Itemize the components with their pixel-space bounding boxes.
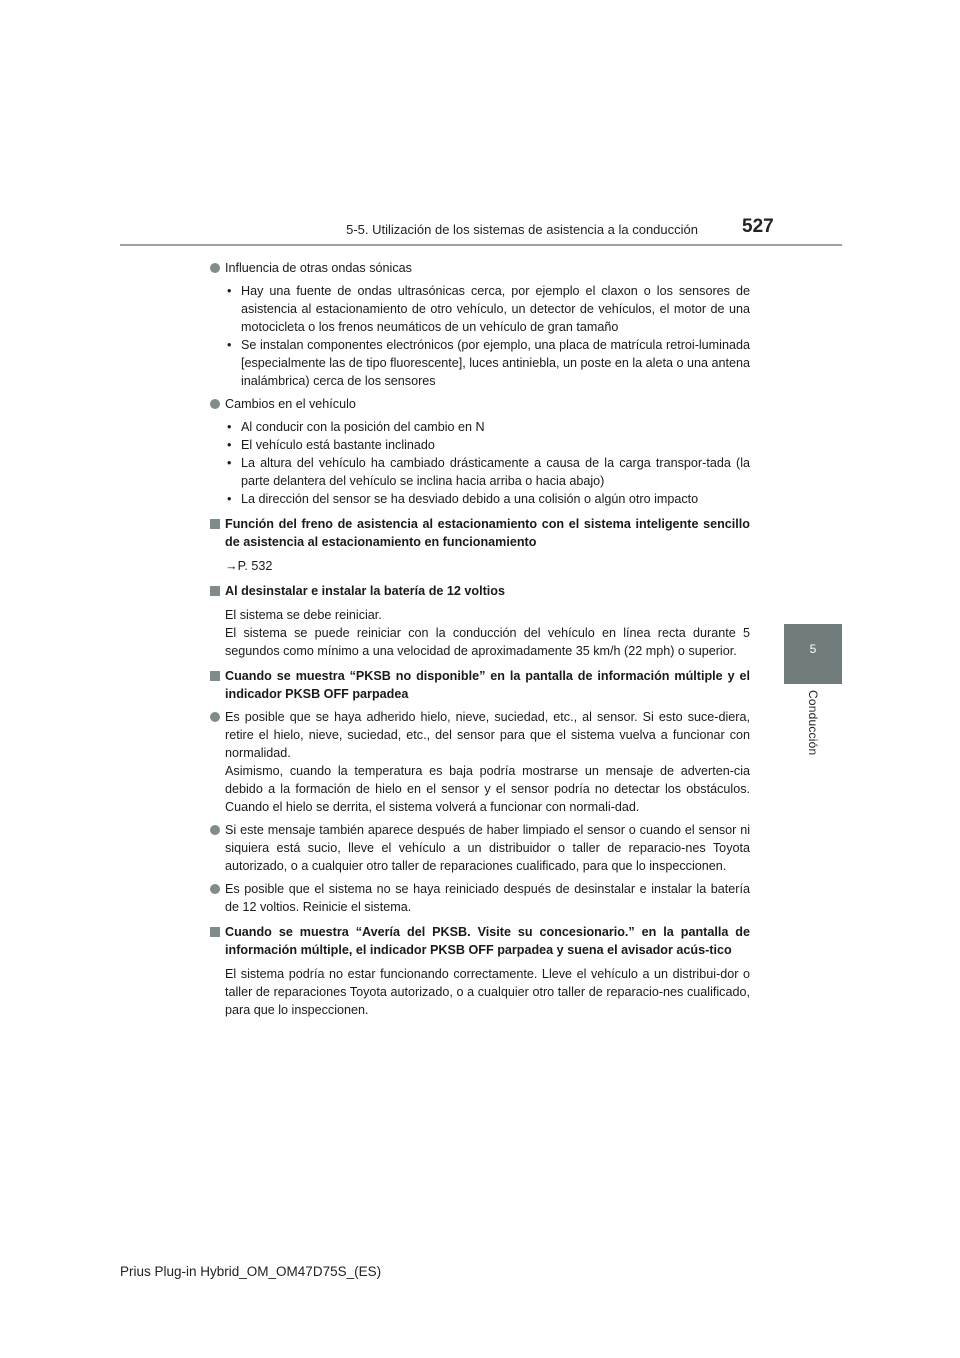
chapter-tab (784, 624, 842, 684)
heading-text: Cuando se muestra “Avería del PKSB. Visite su concesionario.” en la pantalla de información múltiple, el indicador PKSB OFF parpadea y suena el avisador acús-tico (225, 925, 750, 957)
item-text: Influencia de otras ondas sónicas (225, 261, 412, 275)
circle-item (210, 821, 750, 875)
chapter-label: Conducción (806, 690, 820, 756)
bullet-item: • Hay una fuente de ondas ultrasónicas cerca, por ejemplo el claxon o los sensores de asistencia al estacionamiento de otro vehículo, un detector de vehículos, el motor de una motocicleta o los frenos neumáticos de un vehículo de gran tamaño (226, 282, 750, 336)
section-heading (210, 515, 750, 551)
content-block (210, 395, 750, 508)
page-reference: →P. 532 (225, 559, 273, 573)
content-block (210, 880, 750, 916)
bullet-item: • La altura del vehículo ha cambiado drásticamente a causa de la carga transpor-tada (la parte delantera del vehículo se inclina hacia arriba o hacia abajo) (226, 454, 750, 490)
circle-item (210, 395, 750, 413)
page-body (210, 254, 750, 1019)
bullet-list (210, 282, 750, 390)
bullet-item: • El vehículo está bastante inclinado (226, 436, 750, 454)
section-heading (210, 582, 750, 600)
item-text: Es posible que se haya adherido hielo, nieve, suciedad, etc., al sensor. Si esto suce-diera, retire el hielo, nieve, suciedad, etc., del sensor para que el sistema vuelva a funcionar con normalidad. Asimismo, cuando la temperatura es baja podría mostrarse un mensaje de adverten-cia debido a la formación de hielo en el sensor y el sensor podría no detectar los obstáculos. Cuando el hielo se derrita, el sistema volverá a funcionar con normali-dad. (225, 710, 750, 814)
chapter-number: 5 (809, 642, 817, 656)
content-block (210, 515, 750, 575)
content-block (210, 708, 750, 816)
item-text: Si este mensaje también aparece después de haber limpiado el sensor o cuando el sensor ni siquiera está sucio, lleve el vehículo a un distribuidor o taller de reparacio-nes Toyota autorizado, o a cualquier otro taller de reparaciones cualificado, para que lo inspeccionen. (225, 823, 750, 873)
header-divider (120, 244, 842, 246)
heading-text: Cuando se muestra “PKSB no disponible” en la pantalla de información múltiple y el indicador PKSB OFF parpadea (225, 669, 750, 701)
document-footer: Prius Plug-in Hybrid_OM_OM47D75S_(ES) (120, 1264, 382, 1279)
paragraph: El sistema se debe reiniciar. El sistema se puede reiniciar con la conducción del vehículo en línea recta durante 5 segundos como mínimo a una velocidad de aproximadamente 35 km/h (22 mph) o superior. (225, 608, 750, 658)
bullet-item: • Al conducir con la posición del cambio en N (226, 418, 750, 436)
circle-item (210, 880, 750, 916)
heading-text: Al desinstalar e instalar la batería de 12 voltios (225, 584, 505, 598)
item-text: Cambios en el vehículo (225, 397, 356, 411)
heading-text: Función del freno de asistencia al estacionamiento con el sistema inteligente sencillo de asistencia al estacionamiento en funcionamiento (225, 517, 750, 549)
bullet-item: • Se instalan componentes electrónicos (por ejemplo, una placa de matrícula retroi-luminada [especialmente las de tipo fluorescente], luces antiniebla, un poste en la aleta o una antena inalámbrica) cerca de los sensores (226, 336, 750, 390)
section-heading (210, 923, 750, 959)
section-heading (210, 667, 750, 703)
circle-item (210, 259, 750, 277)
content-block (210, 821, 750, 875)
content-block (210, 582, 750, 660)
section-title: 5-5. Utilización de los sistemas de asistencia a la conducción (346, 222, 698, 237)
content-block (210, 667, 750, 703)
content-block (210, 259, 750, 390)
page-header (0, 0, 960, 250)
item-text: Es posible que el sistema no se haya reiniciado después de desinstalar e instalar la batería de 12 voltios. Reinicie el sistema. (225, 882, 750, 914)
page-number: 527 (742, 216, 774, 237)
circle-item (210, 708, 750, 816)
bullet-item: • La dirección del sensor se ha desviado debido a una colisión o algún otro impacto (226, 490, 750, 508)
content-block (210, 923, 750, 1019)
bullet-list (210, 418, 750, 508)
paragraph: El sistema podría no estar funcionando correctamente. Lleve el vehículo a un distribui-dor o taller de reparaciones Toyota autorizado, o a cualquier otro taller de reparacio-nes cualificado, para que lo inspeccionen. (225, 967, 750, 1017)
